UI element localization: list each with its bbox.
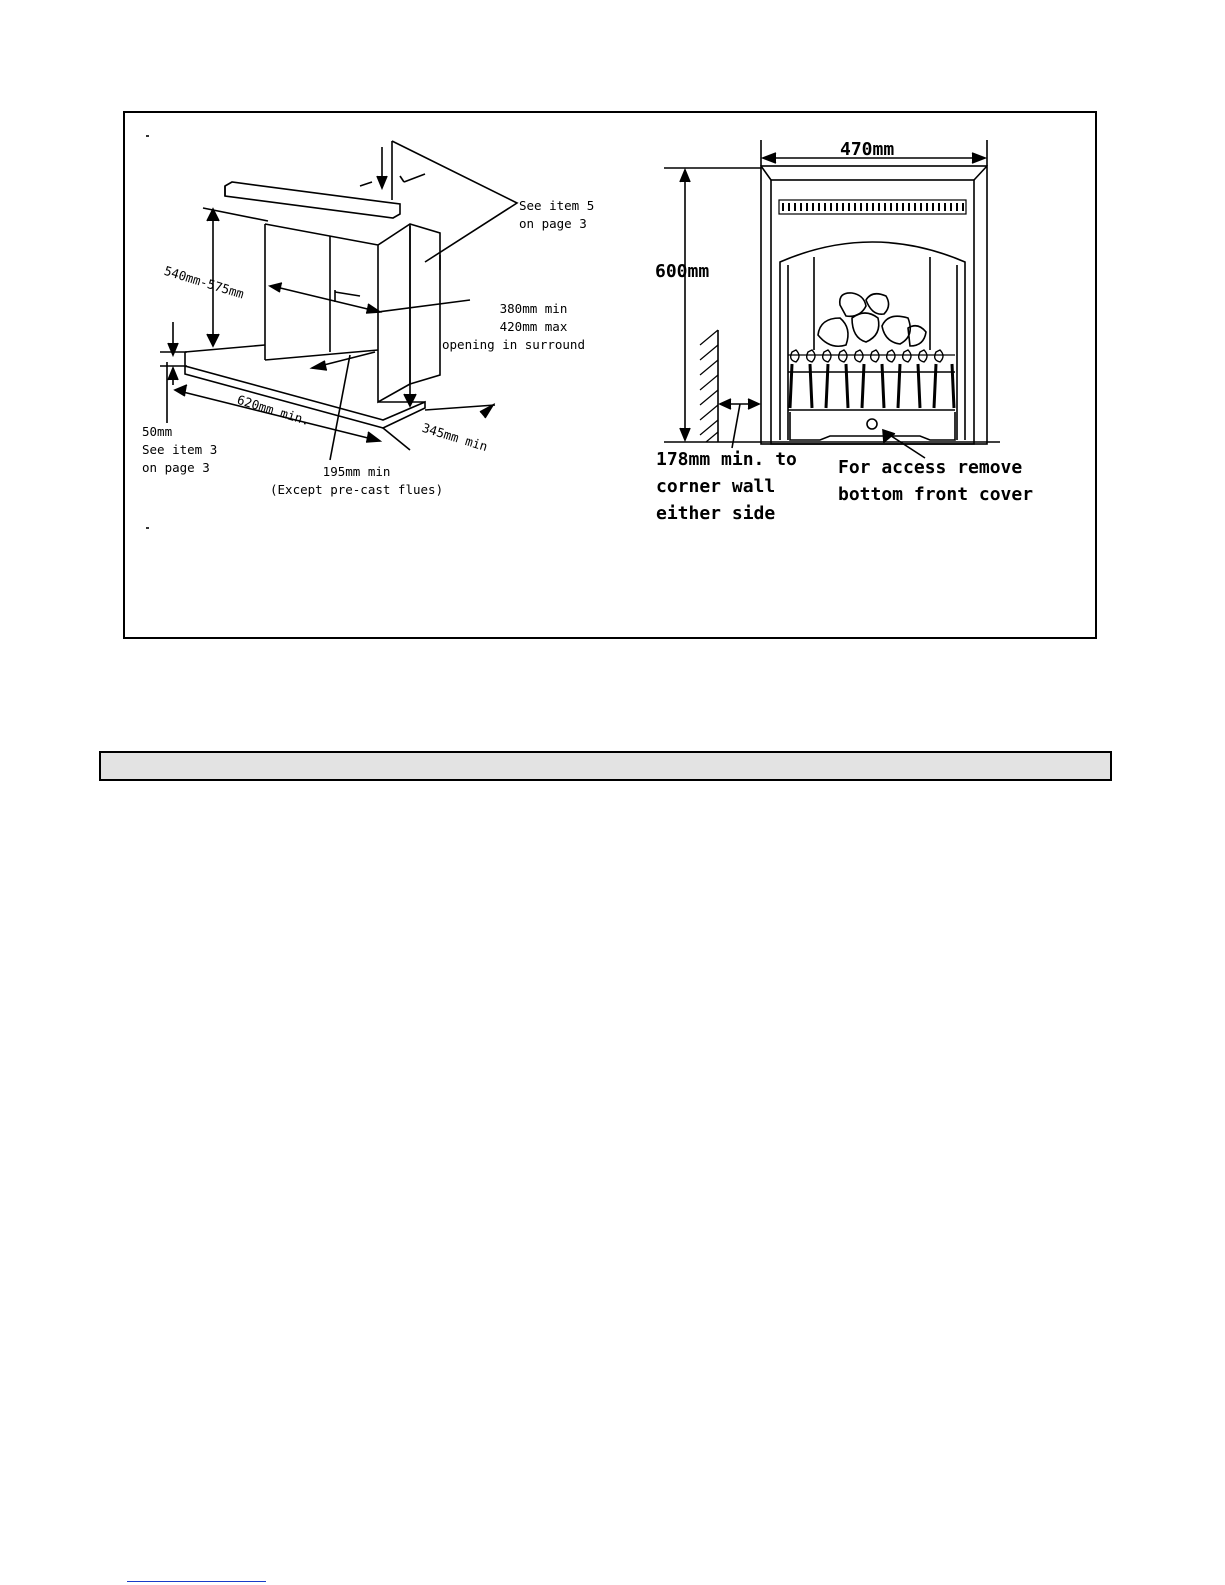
opening-label: 380mm min 420mm max opening in surround <box>442 301 585 353</box>
section-header-bar <box>99 751 1112 781</box>
height-label: 600mm <box>655 261 710 282</box>
fireplace-dimension-drawings <box>0 0 1225 660</box>
hearth-depth-label: 345mm min <box>420 419 490 455</box>
corner-wall-label: 178mm min. to corner wall either side <box>656 449 797 524</box>
depth-min-label: 195mm min (Except pre-cast flues) <box>270 464 444 498</box>
hearth-thickness-label: 50mm See item 3 on page 3 <box>142 424 218 476</box>
front-elevation-drawing <box>664 140 1000 458</box>
see-item5-label: See item 5 on page 3 <box>519 198 595 232</box>
footer-rule <box>127 1581 266 1582</box>
access-note-label: For access remove bottom front cover <box>838 457 1034 505</box>
width-label: 470mm <box>840 139 895 160</box>
hearth-width-label: 620mm min. <box>235 391 312 429</box>
height-range-label: 540mm-575mm <box>162 262 246 302</box>
